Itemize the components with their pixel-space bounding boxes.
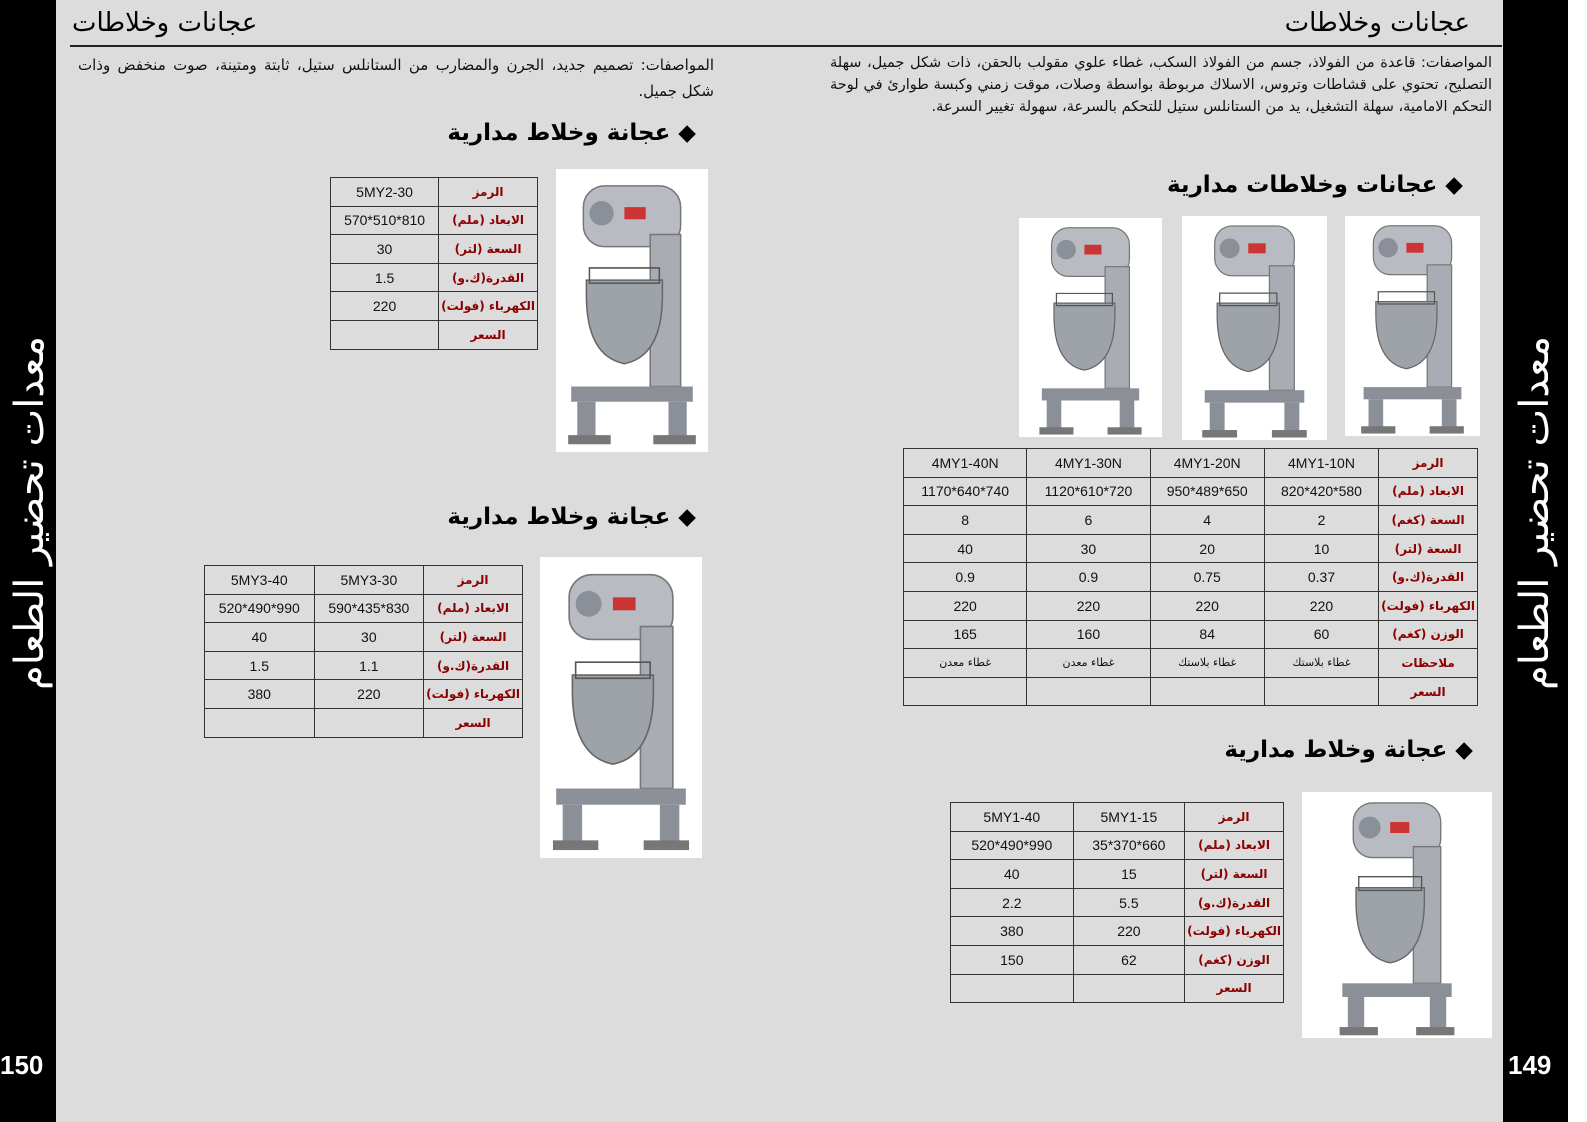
table-cell: 380 (951, 917, 1074, 946)
row-label: الرمز (424, 566, 523, 595)
row-label: الكهرباء (فولت) (1185, 917, 1284, 946)
table-cell: 62 (1073, 945, 1185, 974)
table-cell: 60 (1264, 620, 1378, 649)
table-row (205, 623, 523, 652)
table-cell: 580*420*820 (1264, 477, 1378, 506)
spec-table-5my2 (330, 177, 538, 350)
table-row (331, 263, 538, 292)
table-cell: 1.5 (331, 263, 439, 292)
table-cell: 2 (1264, 506, 1378, 535)
table-cell: 810*510*570 (331, 206, 439, 235)
table-cell: غطاء بلاستك (1150, 649, 1264, 678)
table-cell: 220 (1264, 591, 1378, 620)
table-cell: 5MY2-30 (331, 178, 439, 207)
row-label: الابعاد (ملم) (439, 206, 538, 235)
table-row (205, 708, 523, 737)
table-cell: 5.5 (1073, 888, 1185, 917)
product-image (1019, 218, 1162, 437)
table-cell: 5MY1-15 (1073, 803, 1185, 832)
row-label: الرمز (1379, 449, 1478, 478)
row-label: الكهرباء (فولت) (424, 680, 523, 709)
row-label: السعة (لتر) (1379, 534, 1478, 563)
table-cell: 990*490*520 (951, 831, 1074, 860)
table-cell: 5MY1-40 (951, 803, 1074, 832)
table-cell: 0.9 (1027, 563, 1150, 592)
table-cell: 1.1 (314, 651, 424, 680)
table-cell (331, 320, 439, 349)
table-row (205, 680, 523, 709)
spec-table-5my3 (204, 565, 523, 738)
row-label: الابعاد (ملم) (1185, 831, 1284, 860)
table-row (951, 974, 1284, 1003)
header-rule (70, 45, 1502, 47)
spec-table-5my1 (950, 802, 1284, 1003)
table-cell: 20 (1150, 534, 1264, 563)
right-spec-text: المواصفات: قاعدة من الفولاذ، جسم من الفولاذ السكب، غطاء علوي مقولب بالحقن، ذات شكل جميل، سهلة التصليح، تحتوي على قشاطات وتروس، الاسلاك مربوطة بواسطة وصلات، موقت زمني وكبسة طوارئ في لوحة التحكم الامامية، سهلة التشغيل، يد من الستانلس ستيل للتحكم بالسرعة، سهولة تغيير السرعة. (830, 55, 1492, 115)
table-cell: 220 (331, 292, 439, 321)
table-cell: 220 (314, 680, 424, 709)
table-cell: 40 (205, 623, 315, 652)
table-cell: 660*370*35 (1073, 831, 1185, 860)
table-cell: 5MY3-40 (205, 566, 315, 595)
row-label: ملاحظات (1379, 649, 1478, 678)
row-label: الكهرباء (فولت) (439, 292, 538, 321)
row-label: القدرة(ك.و) (1379, 563, 1478, 592)
row-label: الرمز (439, 178, 538, 207)
table-cell: 1.5 (205, 651, 315, 680)
table-row (904, 449, 1478, 478)
row-label: السعة (لتر) (424, 623, 523, 652)
table-cell: 720*610*1120 (1027, 477, 1150, 506)
row-label: السعر (1379, 677, 1478, 706)
product-image (556, 169, 708, 452)
table-cell: 84 (1150, 620, 1264, 649)
table-row (205, 651, 523, 680)
table-row (904, 534, 1478, 563)
row-label: السعر (439, 320, 538, 349)
section-heading: ◆ عجانة وخلاط مدارية (447, 504, 696, 530)
table-cell: 220 (1150, 591, 1264, 620)
table-cell: 990*490*520 (205, 594, 315, 623)
table-cell: 220 (904, 591, 1027, 620)
product-image (540, 557, 702, 858)
row-label: الكهرباء (فولت) (1379, 591, 1478, 620)
table-row (951, 860, 1284, 889)
table-cell: 30 (314, 623, 424, 652)
table-cell: 4MY1-30N (1027, 449, 1150, 478)
row-label: السعر (1185, 974, 1284, 1003)
row-label: السعة (لتر) (1185, 860, 1284, 889)
table-cell: 150 (951, 945, 1074, 974)
table-row (904, 563, 1478, 592)
table-cell: 8 (904, 506, 1027, 535)
table-row (904, 591, 1478, 620)
table-cell: 0.75 (1150, 563, 1264, 592)
table-row (904, 649, 1478, 678)
product-image (1182, 216, 1327, 440)
table-cell: 4MY1-20N (1150, 449, 1264, 478)
table-row (205, 594, 523, 623)
table-cell: 380 (205, 680, 315, 709)
row-label: الابعاد (ملم) (1379, 477, 1478, 506)
table-cell: غطاء معدن (904, 649, 1027, 678)
table-cell: 4MY1-40N (904, 449, 1027, 478)
spec-table-4my1 (903, 448, 1478, 706)
page-number-left: 150 (0, 1050, 44, 1080)
section-heading: ◆ عجانات وخلاطات مدارية (1166, 172, 1463, 198)
table-cell (1027, 677, 1150, 706)
table-cell: 830*435*590 (314, 594, 424, 623)
table-row (951, 945, 1284, 974)
row-label: الوزن (كغم) (1185, 945, 1284, 974)
table-cell: 30 (1027, 534, 1150, 563)
table-cell: 5MY3-30 (314, 566, 424, 595)
table-row (331, 320, 538, 349)
table-row (904, 506, 1478, 535)
row-label: القدرة(ك.و) (424, 651, 523, 680)
table-row (331, 206, 538, 235)
table-row (904, 477, 1478, 506)
table-row (331, 292, 538, 321)
left-side-text: معدات تحضير الطعام (7, 335, 53, 691)
table-cell: غطاء بلاستك (1264, 649, 1378, 678)
section-heading: ◆ عجانة وخلاط مدارية (1224, 737, 1473, 763)
product-image (1345, 216, 1480, 436)
table-row (951, 917, 1284, 946)
table-cell: 160 (1027, 620, 1150, 649)
table-row (331, 178, 538, 207)
row-label: السعر (424, 708, 523, 737)
table-cell: 4MY1-10N (1264, 449, 1378, 478)
row-label: الرمز (1185, 803, 1284, 832)
table-cell (1073, 974, 1185, 1003)
table-cell: 220 (1027, 591, 1150, 620)
table-row (904, 677, 1478, 706)
table-cell: 0.37 (1264, 563, 1378, 592)
table-cell (205, 708, 315, 737)
page-number-right: 149 (1508, 1050, 1552, 1080)
left-page-title: عجانات وخلاطات (72, 8, 258, 38)
table-row (951, 831, 1284, 860)
table-cell (1264, 677, 1378, 706)
table-row (205, 566, 523, 595)
table-cell: 4 (1150, 506, 1264, 535)
table-row (904, 620, 1478, 649)
table-cell (904, 677, 1027, 706)
right-side-text: معدات تحضير الطعام (1512, 335, 1558, 691)
table-cell: 0.9 (904, 563, 1027, 592)
row-label: القدرة(ك.و) (439, 263, 538, 292)
table-cell: 6 (1027, 506, 1150, 535)
table-cell: 40 (904, 534, 1027, 563)
table-cell (314, 708, 424, 737)
table-cell: 2.2 (951, 888, 1074, 917)
table-cell (1150, 677, 1264, 706)
row-label: الابعاد (ملم) (424, 594, 523, 623)
section-heading: ◆ عجانة وخلاط مدارية (447, 120, 696, 146)
table-cell (951, 974, 1074, 1003)
table-cell: 40 (951, 860, 1074, 889)
table-cell: 30 (331, 235, 439, 264)
table-cell: 650*489*950 (1150, 477, 1264, 506)
left-spec-text: المواصفات: تصميم جديد، الجرن والمضارب من الستانلس ستيل، ثابتة ومتينة، صوت منخفض وذات شكل جميل. (78, 56, 714, 100)
table-row (951, 803, 1284, 832)
table-cell: 740*640*1170 (904, 477, 1027, 506)
table-cell: 220 (1073, 917, 1185, 946)
row-label: الوزن (كغم) (1379, 620, 1478, 649)
row-label: السعة (كغم) (1379, 506, 1478, 535)
right-page-title: عجانات وخلاطات (1284, 8, 1470, 38)
row-label: القدرة(ك.و) (1185, 888, 1284, 917)
table-cell: 15 (1073, 860, 1185, 889)
product-image (1302, 792, 1492, 1038)
table-cell: 165 (904, 620, 1027, 649)
table-cell: غطاء معدن (1027, 649, 1150, 678)
table-row (331, 235, 538, 264)
row-label: السعة (لتر) (439, 235, 538, 264)
table-row (951, 888, 1284, 917)
table-cell: 10 (1264, 534, 1378, 563)
